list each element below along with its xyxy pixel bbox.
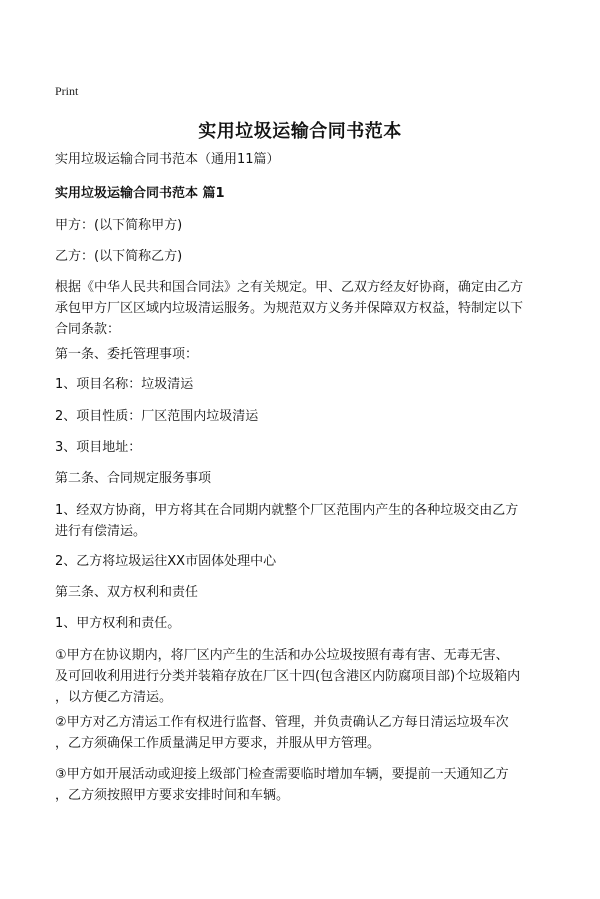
article-2-item-1-line-2: 进行有偿清运。 [55,524,147,539]
article-3-p1-line-2: 及可回收利用进行分类并装箱存放在厂区十四(包含港区内防腐项目部)个垃圾箱内 [55,669,521,684]
party-a-line: 甲方：(以下简称甲方) [55,218,183,233]
section-heading: 实用垃圾运输合同书范本 篇1 [55,186,225,201]
article-3-sub-1: 1、甲方权利和责任。 [55,616,181,631]
article-3-p1-line-3: ，以方便乙方清运。 [55,690,173,705]
article-3-heading: 第三条、双方权利和责任 [55,585,199,600]
intro-line-3: 合同条款： [55,322,121,337]
article-1-item-3: 3、项目地址： [55,440,142,455]
article-3-p3-line-1: ③甲方如开展活动或迎接上级部门检查需要临时增加车辆，要提前一天通知乙方 [55,767,509,782]
article-1-item-1: 1、项目名称：垃圾清运 [55,377,194,392]
article-2-item-2: 2、乙方将垃圾运往XX市固体处理中心 [55,554,277,569]
intro-line-1: 根据《中华人民共和国合同法》之有关规定。甲、乙双方经友好协商，确定由乙方 [55,280,524,295]
article-3-p2-line-2: ，乙方须确保工作质量满足甲方要求，并服从甲方管理。 [55,736,381,751]
print-label: Print [55,84,79,98]
article-1-heading: 第一条、委托管理事项： [55,347,199,362]
intro-line-2: 承包甲方厂区区域内垃圾清运服务。为规范双方义务并保障双方权益，特制定以下 [55,301,524,316]
intro-paragraph [55,277,573,340]
document-subtitle: 实用垃圾运输合同书范本（通用11篇） [55,152,280,167]
party-b-line: 乙方：(以下简称乙方) [55,249,183,264]
article-2-heading: 第二条、合同规定服务事项 [55,471,212,486]
article-3-paragraph-1 [55,645,573,708]
article-2-item-1-line-1: 1、经双方协商，甲方将其在合同期内就整个厂区范围内产生的各种垃圾交由乙方 [55,503,519,518]
article-3-p1-line-1: ①甲方在协议期内，将厂区内产生的生活和办公垃圾按照有毒有害、无毒无害、 [55,648,509,663]
document-title: 实用垃圾运输合同书范本 [198,121,402,142]
article-3-paragraph-2 [55,712,573,754]
article-2-item-1 [55,500,573,542]
article-1-item-2: 2、项目性质：厂区范围内垃圾清运 [55,409,259,424]
article-3-paragraph-3 [55,764,573,806]
article-3-p2-line-1: ②甲方对乙方清运工作有权进行监督、管理，并负责确认乙方每日清运垃圾车次 [55,715,509,730]
article-3-p3-line-2: ，乙方须按照甲方要求安排时间和车辆。 [55,788,290,803]
